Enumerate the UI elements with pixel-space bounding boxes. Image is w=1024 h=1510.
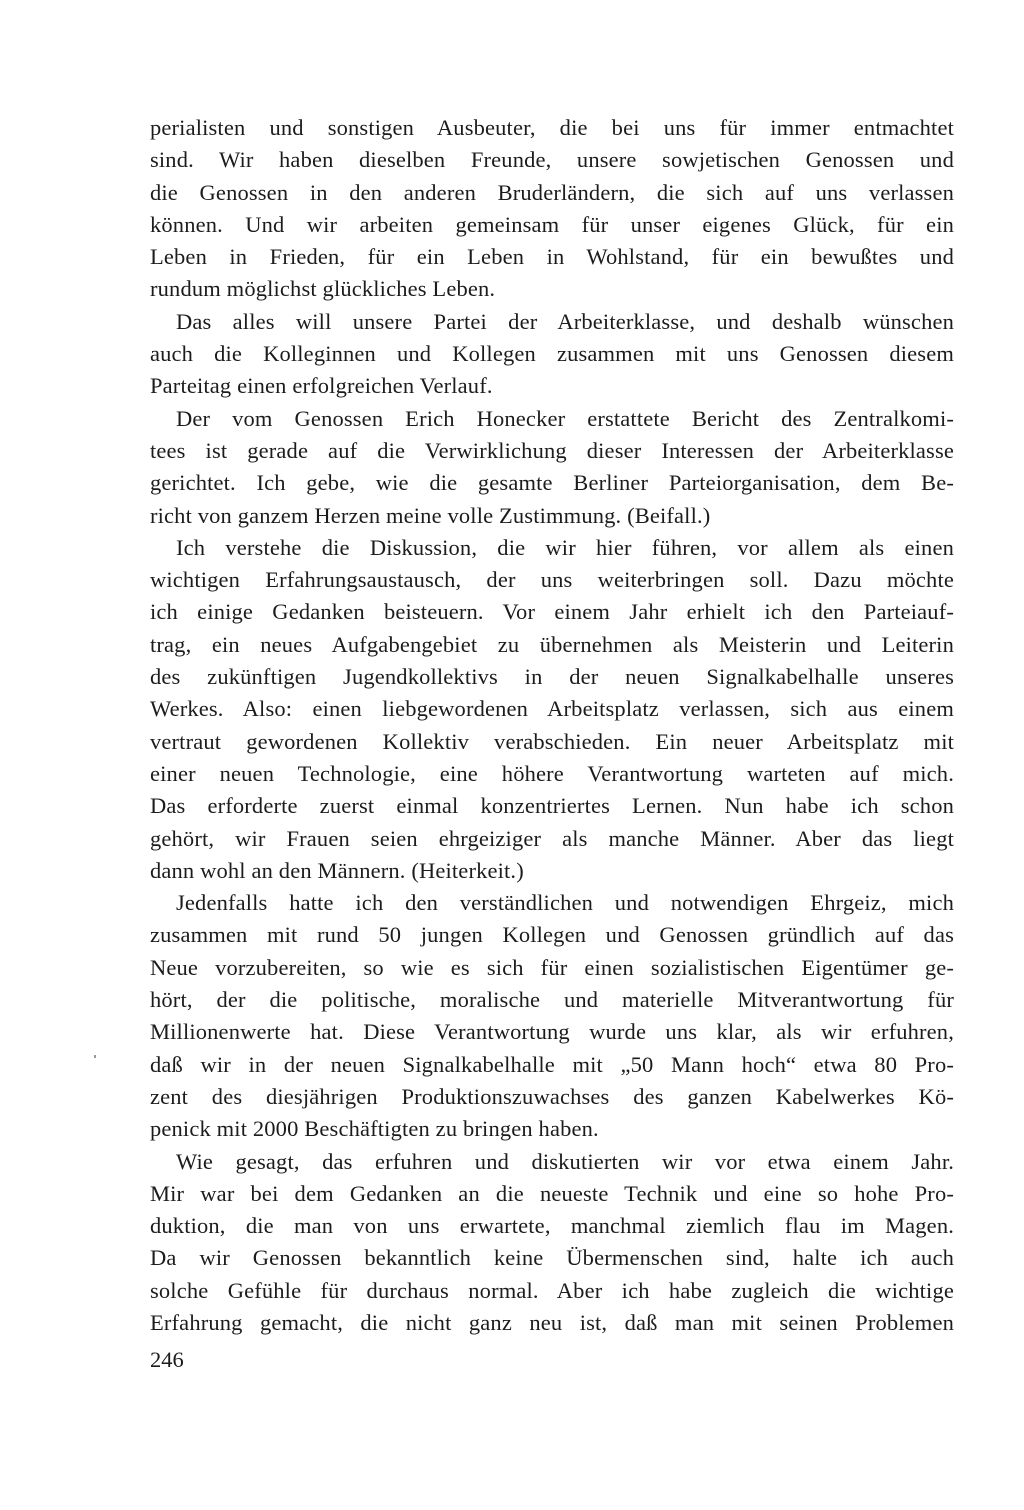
text-line: können. Und wir arbeiten gemeinsam für unser eigenes Glück, für ein bbox=[150, 211, 954, 237]
text-line: Der vom Genossen Erich Honecker erstattete Bericht des Zentralkomi- bbox=[176, 405, 954, 431]
text-line: Millionenwerte hat. Diese Verantwortung wurde uns klar, als wir erfuhren, bbox=[150, 1019, 954, 1045]
paragraph bbox=[150, 1146, 954, 1340]
text-line: daß wir in der neuen Signalkabelhalle mit „50 Mann hoch“ etwa 80 Pro- bbox=[150, 1051, 954, 1077]
text-line: Leben in Frieden, für ein Leben in Wohlstand, für ein bewußtes und bbox=[150, 244, 954, 270]
text-line: ich einige Gedanken beisteuern. Vor einem Jahr erhielt ich den Parteiauf- bbox=[150, 599, 954, 625]
paragraph bbox=[150, 403, 954, 532]
text-line: auch die Kolleginnen und Kollegen zusammen mit uns Genossen diesem bbox=[150, 341, 954, 367]
text-line: Erfahrung gemacht, die nicht ganz neu ist, daß man mit seinen Problemen bbox=[150, 1309, 954, 1335]
text-line: Neue vorzubereiten, so wie es sich für einen sozialistischen Eigentümer ge- bbox=[150, 954, 954, 980]
text-line: perialisten und sonstigen Ausbeuter, die bei uns für immer entmachtet bbox=[150, 115, 954, 140]
paragraph bbox=[150, 306, 954, 403]
text-line: trag, ein neues Aufgabengebiet zu übernehmen als Meisterin und Leiterin bbox=[150, 631, 954, 657]
text-line: Mir war bei dem Gedanken an die neueste Technik und eine so hohe Pro- bbox=[150, 1180, 954, 1206]
text-line: Das alles will unsere Partei der Arbeiterklasse, und deshalb wünschen bbox=[176, 308, 954, 334]
text-line: wichtigen Erfahrungsaustausch, der uns weiterbringen soll. Dazu möchte bbox=[150, 567, 954, 593]
text-line: vertraut gewordenen Kollektiv verabschieden. Ein neuer Arbeitsplatz mit bbox=[150, 728, 954, 754]
text-line: gerichtet. Ich gebe, wie die gesamte Berliner Parteiorganisation, dem Be- bbox=[150, 470, 954, 496]
text-line: duktion, die man von uns erwartete, manchmal ziemlich flau im Magen. bbox=[150, 1213, 954, 1239]
margin-mark bbox=[94, 1055, 96, 1058]
text-line: dann wohl an den Männern. (Heiterkeit.) bbox=[150, 857, 524, 883]
paragraph bbox=[150, 532, 954, 887]
text-line: rundum möglichst glückliches Leben. bbox=[150, 276, 496, 302]
text-line: Da wir Genossen bekanntlich keine Übermenschen sind, halte ich auch bbox=[150, 1245, 954, 1271]
text-line: Ich verstehe die Diskussion, die wir hier führen, vor allem als einen bbox=[176, 534, 954, 560]
text-line: Wie gesagt, das erfuhren und diskutierten wir vor etwa einem Jahr. bbox=[176, 1148, 954, 1174]
paragraph bbox=[150, 112, 954, 306]
text-line: solche Gefühle für durchaus normal. Aber ich habe zugleich die wichtige bbox=[150, 1277, 954, 1303]
page-number: 246 bbox=[150, 1347, 184, 1372]
text-line: tees ist gerade auf die Verwirklichung dieser Interessen der Arbeiterklasse bbox=[150, 437, 954, 463]
text-line: zent des diesjährigen Produktionszuwachses des ganzen Kabelwerkes Kö- bbox=[150, 1083, 954, 1109]
text-line: Jedenfalls hatte ich den verständlichen und notwendigen Ehrgeiz, mich bbox=[176, 890, 954, 916]
text-line: richt von ganzem Herzen meine volle Zustimmung. (Beifall.) bbox=[150, 502, 711, 528]
text-line: Das erforderte zuerst einmal konzentriertes Lernen. Nun habe ich schon bbox=[150, 793, 954, 819]
text-line: hört, der die politische, moralische und materielle Mitverantwortung für bbox=[150, 987, 954, 1013]
text-line: zusammen mit rund 50 jungen Kollegen und Genossen gründlich auf das bbox=[150, 922, 954, 948]
text-line: gehört, wir Frauen seien ehrgeiziger als manche Männer. Aber das liegt bbox=[150, 825, 954, 851]
text-line: Parteitag einen erfolgreichen Verlauf. bbox=[150, 373, 493, 399]
text-line: sind. Wir haben dieselben Freunde, unsere sowjetischen Genossen und bbox=[150, 147, 954, 173]
text-line: penick mit 2000 Beschäftigten zu bringen haben. bbox=[150, 1116, 599, 1142]
text-line: einer neuen Technologie, eine höhere Verantwortung warteten auf mich. bbox=[150, 760, 954, 786]
paragraph bbox=[150, 887, 954, 1145]
text-line: des zukünftigen Jugendkollektivs in der neuen Signalkabelhalle unseres bbox=[150, 664, 954, 690]
text-line: die Genossen in den anderen Bruderländern, die sich auf uns verlassen bbox=[150, 179, 954, 205]
body-text bbox=[150, 112, 954, 1339]
text-line: Werkes. Also: einen liebgewordenen Arbeitsplatz verlassen, sich aus einem bbox=[150, 696, 954, 722]
